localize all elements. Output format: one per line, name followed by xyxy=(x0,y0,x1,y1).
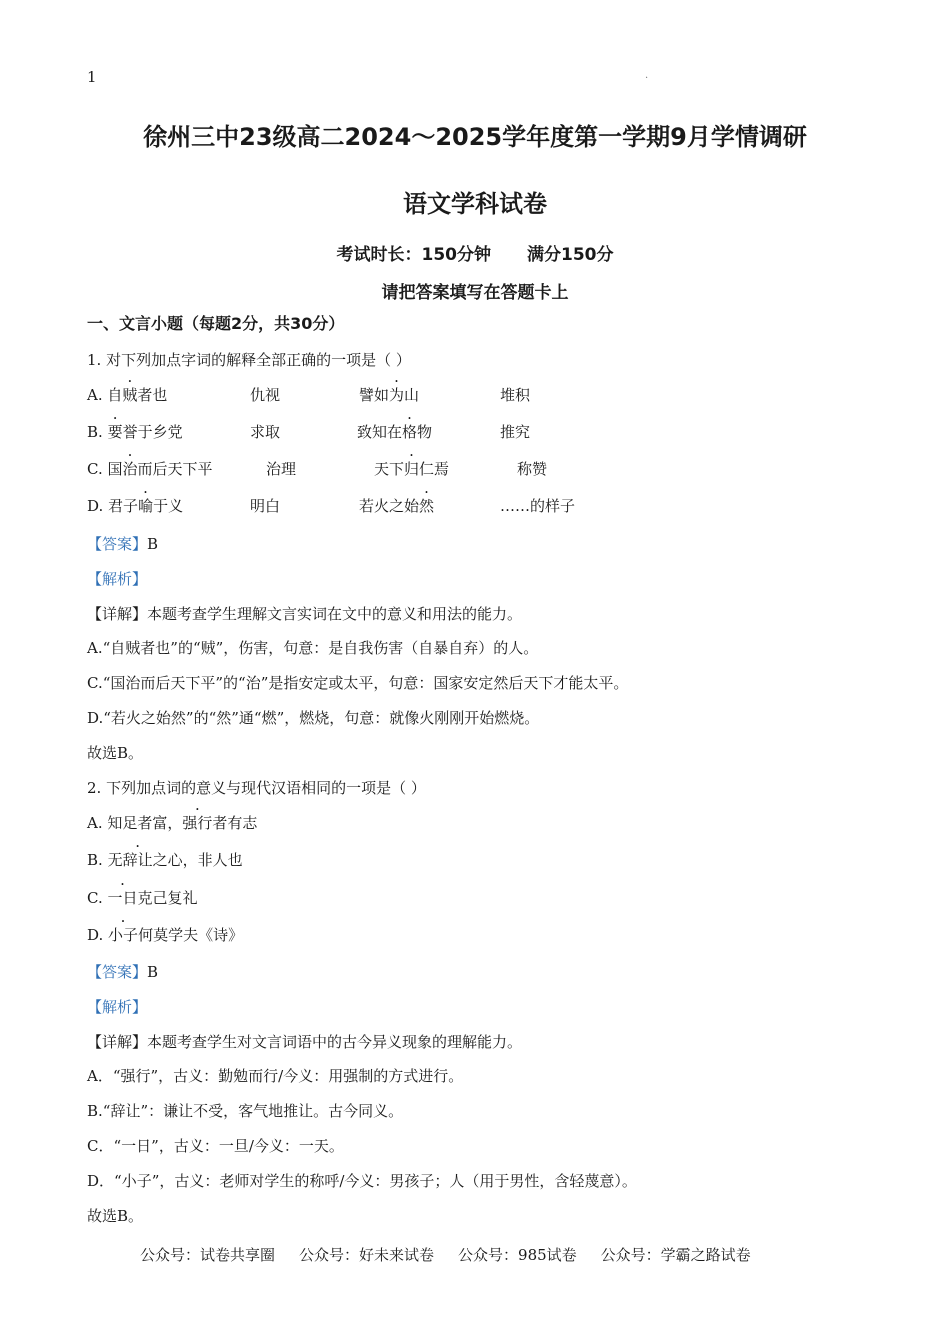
exam-duration: 考试时长：150分钟 xyxy=(336,245,491,265)
option-text: 自 xyxy=(107,386,123,404)
q2-detail xyxy=(87,1032,522,1052)
footer-account: 公众号：学霸之路试卷 xyxy=(600,1246,751,1264)
q2-option-b xyxy=(87,850,243,870)
option-text: 物 xyxy=(417,423,433,441)
exam-full-score: 满分150分 xyxy=(527,245,614,265)
q2-answer xyxy=(87,962,158,982)
option-meaning: 称赞 xyxy=(517,460,548,478)
option-meaning: 治理 xyxy=(266,460,297,478)
option-meaning: ……的样子 xyxy=(500,497,576,515)
footer-account: 公众号：好未来试卷 xyxy=(299,1246,435,1264)
q1-detail xyxy=(87,604,522,624)
option-text: 天下 xyxy=(374,460,405,478)
dotted-word: 小子 xyxy=(108,926,139,944)
q1-stem: 1. 对下列加点字词的解释全部正确的一项是（ ） xyxy=(87,351,411,369)
option-text: 君子 xyxy=(108,497,139,515)
option-label: D. xyxy=(87,497,104,515)
dotted-char: 治 xyxy=(122,460,138,478)
q2-option-c xyxy=(87,888,198,908)
footer-account: 公众号：985试卷 xyxy=(458,1246,577,1264)
dotted-word: 一日 xyxy=(107,889,138,907)
option-text: 何莫学夫《诗》 xyxy=(138,926,244,944)
answer-value: B xyxy=(147,963,159,981)
dotted-char: 贼 xyxy=(122,386,138,404)
detail-text: 本题考查学生对文言词语中的古今异义现象的理解能力。 xyxy=(147,1033,523,1051)
detail-tag: 【详解】 xyxy=(87,605,148,623)
page-number: 1 xyxy=(87,68,97,86)
q1-conclusion: 故选B。 xyxy=(87,744,144,762)
q1-explanation-a: A.“自贼者也”的“贼”，伤害，句意：是自我伤害（自暴自弃）的人。 xyxy=(87,639,539,657)
option-text: 者也 xyxy=(137,386,168,404)
option-text: 誉于乡党 xyxy=(122,423,183,441)
option-text: 知足者富， xyxy=(107,814,183,832)
q2-option-a xyxy=(87,813,257,833)
option-meaning: 求取 xyxy=(250,423,281,441)
q2-conclusion: 故选B。 xyxy=(87,1207,144,1225)
q2-stem: 2. 下列加点词的意义与现代汉语相同的一项是（ ） xyxy=(87,779,426,797)
dotted-char: 格 xyxy=(402,423,418,441)
option-label: D. xyxy=(87,926,104,944)
option-text: 国 xyxy=(107,460,123,478)
q1-option-b xyxy=(87,422,531,442)
option-meaning: 仇视 xyxy=(250,386,281,404)
top-mark: . xyxy=(645,70,649,81)
option-label: B. xyxy=(87,423,103,441)
q1-option-d xyxy=(87,496,576,516)
option-label: C. xyxy=(87,889,103,907)
option-text: 若火之始 xyxy=(359,497,420,515)
exam-info xyxy=(0,240,950,265)
option-text: 者有志 xyxy=(212,814,258,832)
option-label: A. xyxy=(87,814,103,832)
q2-option-d xyxy=(87,925,243,945)
detail-tag: 【详解】 xyxy=(87,1033,148,1051)
option-text: 于义 xyxy=(153,497,184,515)
option-meaning: 推究 xyxy=(500,423,531,441)
option-phrase xyxy=(357,422,432,442)
option-label: B. xyxy=(87,851,103,869)
q2-explanation-b: B.“辞让”：谦让不受，客气地推让。古今同义。 xyxy=(87,1102,404,1120)
exam-subtitle: 语文学科试卷 xyxy=(403,190,547,218)
analysis-tag: 【解析】 xyxy=(87,570,148,588)
footer-account: 公众号：试卷共享圈 xyxy=(140,1246,276,1264)
q2-explanation-c: C．“一日”，古义：一旦/今义：一天。 xyxy=(87,1137,344,1155)
dotted-word: 辞让 xyxy=(122,851,153,869)
dotted-char: 喻 xyxy=(138,497,154,515)
option-meaning: 明白 xyxy=(250,497,281,515)
q1-explanation-c: C.“国治而后天下平”的“治”是指安定或太平，句意：国家安定然后天下才能太平。 xyxy=(87,674,629,692)
section-heading: 一、文言小题（每题2分，共30分） xyxy=(87,314,345,333)
footer xyxy=(140,1244,775,1265)
option-phrase xyxy=(374,459,449,479)
option-phrase xyxy=(359,496,434,516)
option-text: 山 xyxy=(404,386,420,404)
dotted-char: 归 xyxy=(404,460,420,478)
option-meaning: 堆积 xyxy=(500,386,531,404)
exam-instruction: 请把答案填写在答题卡上 xyxy=(381,283,569,303)
option-text: 譬如 xyxy=(359,386,390,404)
option-text: 无 xyxy=(107,851,123,869)
dotted-char: 然 xyxy=(419,497,435,515)
q1-option-a xyxy=(87,385,531,405)
q1-analysis-tag xyxy=(87,569,147,589)
exam-title: 徐州三中23级高二2024～2025学年度第一学期9月学情调研 xyxy=(143,123,807,151)
option-text: 致知在 xyxy=(357,423,403,441)
q2-analysis-tag xyxy=(87,997,147,1017)
answer-tag: 【答案】 xyxy=(87,963,148,981)
dotted-word: 强行 xyxy=(182,814,213,832)
q1-answer xyxy=(87,534,158,554)
dotted-char: 要 xyxy=(107,423,123,441)
option-label: A. xyxy=(87,386,103,404)
q1-explanation-d: D.“若火之始然”的“然”通“燃”，燃烧，句意：就像火刚刚开始燃烧。 xyxy=(87,709,540,727)
option-phrase xyxy=(359,385,419,405)
option-text: 之心，非人也 xyxy=(152,851,243,869)
option-text: 仁焉 xyxy=(419,460,450,478)
answer-value: B xyxy=(147,535,159,553)
detail-text: 本题考查学生理解文言实词在文中的意义和用法的能力。 xyxy=(147,605,523,623)
dotted-char: 为 xyxy=(389,386,405,404)
analysis-tag: 【解析】 xyxy=(87,998,148,1016)
q2-explanation-d: D．“小子”，古义：老师对学生的称呼/今义：男孩子；人（用于男性，含轻蔑意）。 xyxy=(87,1172,637,1190)
q2-explanation-a: A．“强行”，古义：勤勉而行/今义：用强制的方式进行。 xyxy=(87,1067,464,1085)
answer-tag: 【答案】 xyxy=(87,535,148,553)
option-text: 而后天下平 xyxy=(137,460,213,478)
q1-option-c xyxy=(87,459,548,479)
option-text: 克己复礼 xyxy=(137,889,198,907)
option-label: C. xyxy=(87,460,103,478)
